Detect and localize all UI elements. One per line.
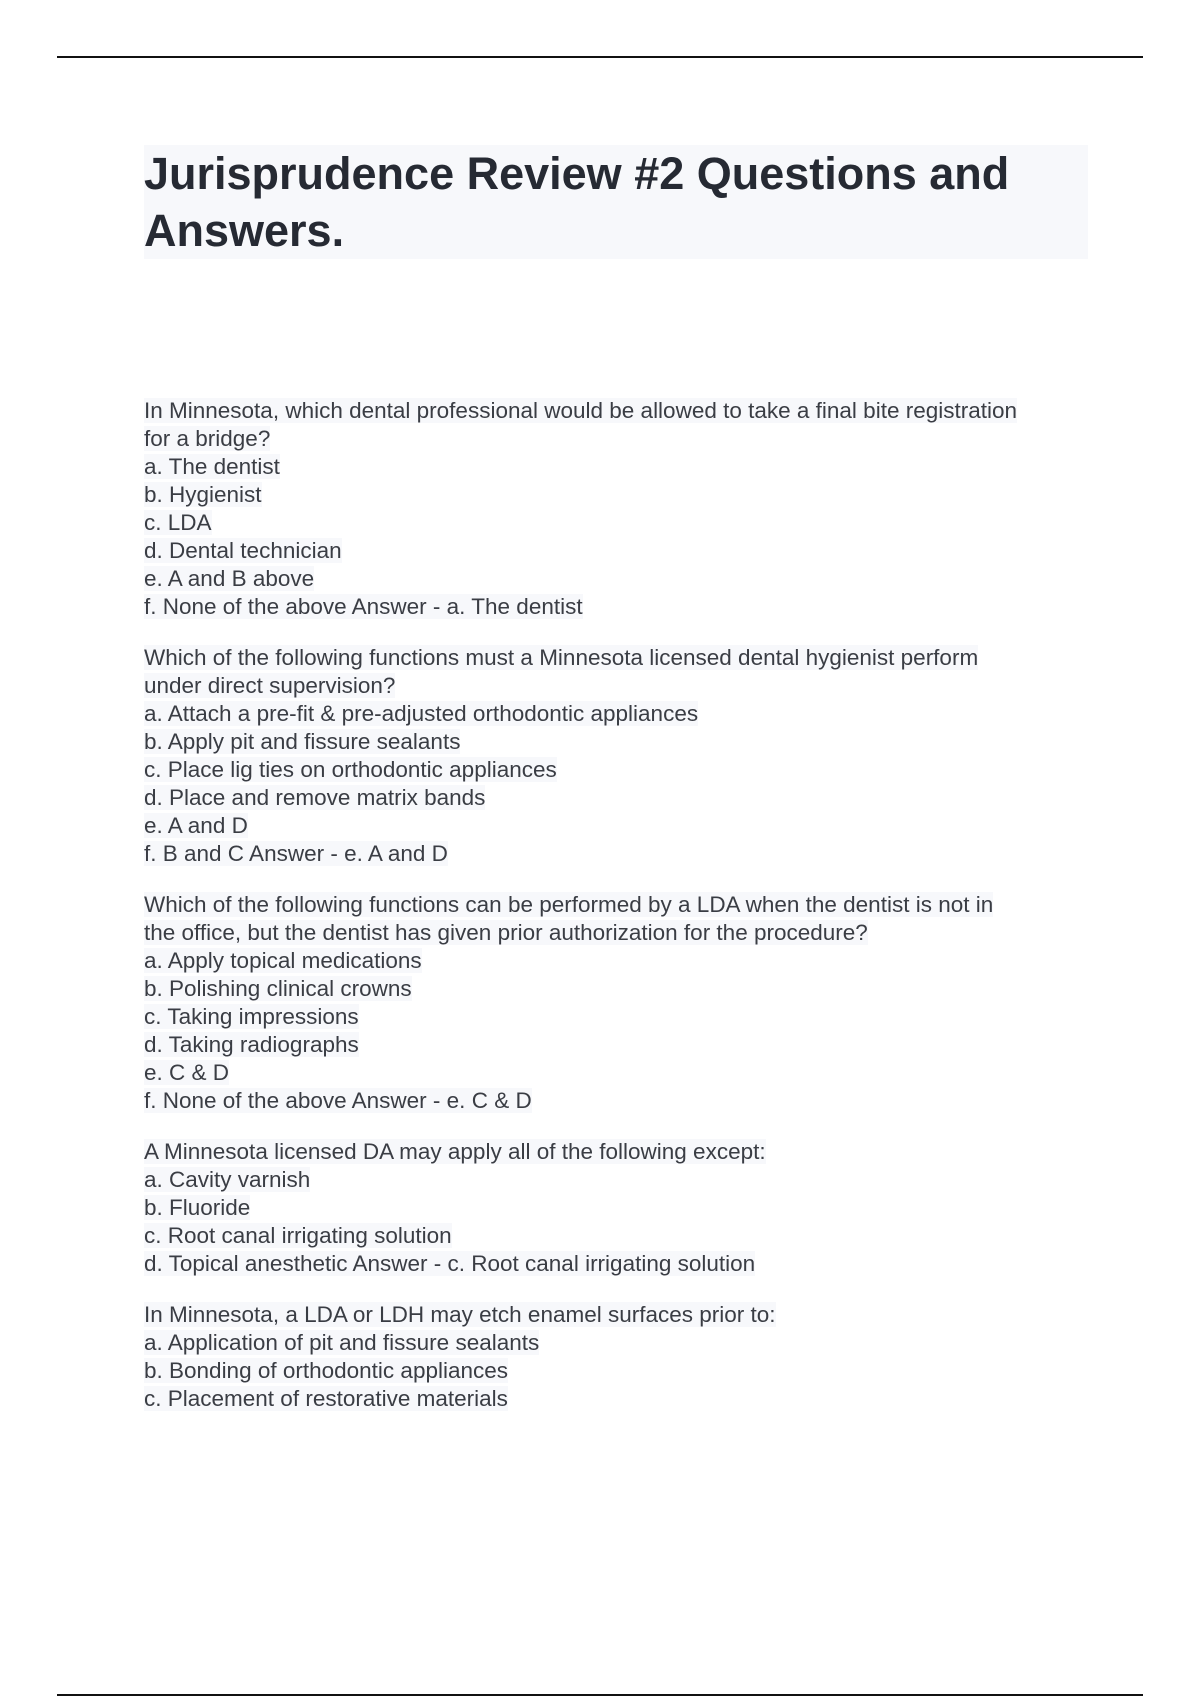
answer-option-with-answer: f. None of the above Answer - a. The dentist xyxy=(144,594,583,619)
answer-option: d. Place and remove matrix bands xyxy=(144,785,486,810)
question-stem-line: A Minnesota licensed DA may apply all of the following except: xyxy=(144,1139,766,1164)
question-stem-line: Which of the following functions must a Minnesota licensed dental hygienist perform xyxy=(144,645,979,670)
question-4 xyxy=(144,1138,1094,1278)
page-title-line-1: Jurisprudence Review #2 Questions and xyxy=(144,148,1010,199)
answer-option: d. Dental technician xyxy=(144,538,342,563)
answer-option: a. Attach a pre-fit & pre-adjusted orthodontic appliances xyxy=(144,701,699,726)
question-list xyxy=(144,397,1094,1436)
bottom-rule xyxy=(57,1694,1143,1696)
question-stem-line: for a bridge? xyxy=(144,426,271,451)
answer-option: b. Fluoride xyxy=(144,1195,251,1220)
answer-option: e. C & D xyxy=(144,1060,230,1085)
page-title xyxy=(144,145,1088,259)
answer-option: d. Taking radiographs xyxy=(144,1032,359,1057)
answer-option: a. Application of pit and fissure sealants xyxy=(144,1330,540,1355)
top-rule xyxy=(57,56,1143,58)
answer-option: e. A and B above xyxy=(144,566,315,591)
question-1 xyxy=(144,397,1094,621)
answer-option-with-answer: d. Topical anesthetic Answer - c. Root canal irrigating solution xyxy=(144,1251,756,1276)
title-block xyxy=(144,145,1088,259)
answer-option: c. LDA xyxy=(144,510,212,535)
answer-option: b. Bonding of orthodontic appliances xyxy=(144,1358,509,1383)
answer-option: b. Hygienist xyxy=(144,482,262,507)
answer-option: a. Apply topical medications xyxy=(144,948,422,973)
answer-option-with-answer: f. B and C Answer - e. A and D xyxy=(144,841,448,866)
answer-option: a. The dentist xyxy=(144,454,280,479)
answer-option: c. Place lig ties on orthodontic appliances xyxy=(144,757,557,782)
answer-option: c. Root canal irrigating solution xyxy=(144,1223,452,1248)
answer-option-with-answer: f. None of the above Answer - e. C & D xyxy=(144,1088,532,1113)
answer-option: c. Placement of restorative materials xyxy=(144,1386,508,1411)
question-stem-line: In Minnesota, a LDA or LDH may etch enamel surfaces prior to: xyxy=(144,1302,776,1327)
answer-option: c. Taking impressions xyxy=(144,1004,359,1029)
page-title-line-2: Answers. xyxy=(144,205,345,256)
answer-option: b. Polishing clinical crowns xyxy=(144,976,412,1001)
question-stem-line: Which of the following functions can be performed by a LDA when the dentist is not in xyxy=(144,892,994,917)
question-stem-line: In Minnesota, which dental professional would be allowed to take a final bite registration xyxy=(144,398,1018,423)
question-2 xyxy=(144,644,1094,868)
question-stem-line: the office, but the dentist has given prior authorization for the procedure? xyxy=(144,920,868,945)
question-3 xyxy=(144,891,1094,1115)
answer-option: b. Apply pit and fissure sealants xyxy=(144,729,461,754)
question-stem-line: under direct supervision? xyxy=(144,673,396,698)
answer-option: e. A and D xyxy=(144,813,248,838)
answer-option: a. Cavity varnish xyxy=(144,1167,311,1192)
question-5 xyxy=(144,1301,1094,1413)
